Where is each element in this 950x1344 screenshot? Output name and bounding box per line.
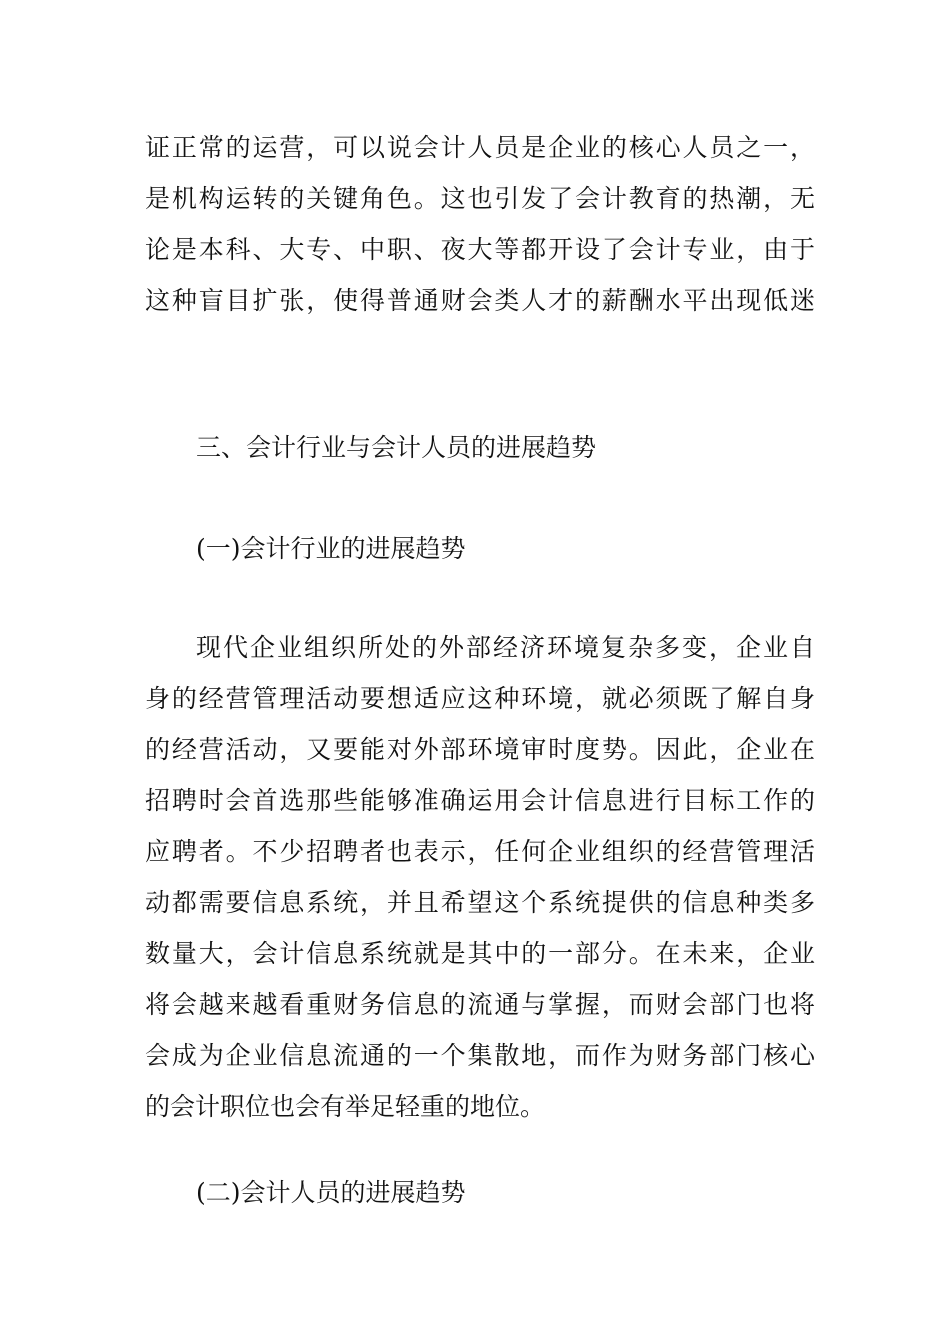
paragraph-line: 动都需要信息系统，并且希望这个系统提供的信息种类多 [145,888,815,917]
paragraph-line: 这种盲目扩张，使得普通财会类人才的薪酬水平出现低迷 [145,286,815,315]
paragraph-line: 论是本科、大专、中职、夜大等都开设了会计专业，由于 [145,235,815,264]
paragraph-line: 应聘者。不少招聘者也表示，任何企业组织的经营管理活 [145,837,815,866]
paragraph-line: 的会计职位也会有举足轻重的地位。 [145,1092,546,1121]
paragraph-line: 现代企业组织所处的外部经济环境复杂多变，企业自 [196,633,815,662]
paragraph-line: 将会越来越看重财务信息的流通与掌握，而财会部门也将 [145,990,815,1019]
paragraph-line: 证正常的运营，可以说会计人员是企业的核心人员之一， [145,133,815,162]
paragraph-line: 数量大，会计信息系统就是其中的一部分。在未来，企业 [145,939,815,968]
paragraph-line: 招聘时会首选那些能够准确运用会计信息进行目标工作的 [145,786,815,815]
subsection-heading: (二)会计人员的进展趋势 [196,1178,466,1207]
paragraph-line: 是机构运转的关键角色。这也引发了会计教育的热潮，无 [145,184,815,213]
paragraph-line: 身的经营管理活动要想适应这种环境，就必须既了解自身 [145,684,815,713]
paragraph-line: 会成为企业信息流通的一个集散地，而作为财务部门核心 [145,1041,815,1070]
section-heading: 三、会计行业与会计人员的进展趋势 [196,433,597,462]
paragraph-line: 的经营活动，又要能对外部环境审时度势。因此，企业在 [145,735,815,764]
subsection-heading: (一)会计行业的进展趋势 [196,534,466,563]
